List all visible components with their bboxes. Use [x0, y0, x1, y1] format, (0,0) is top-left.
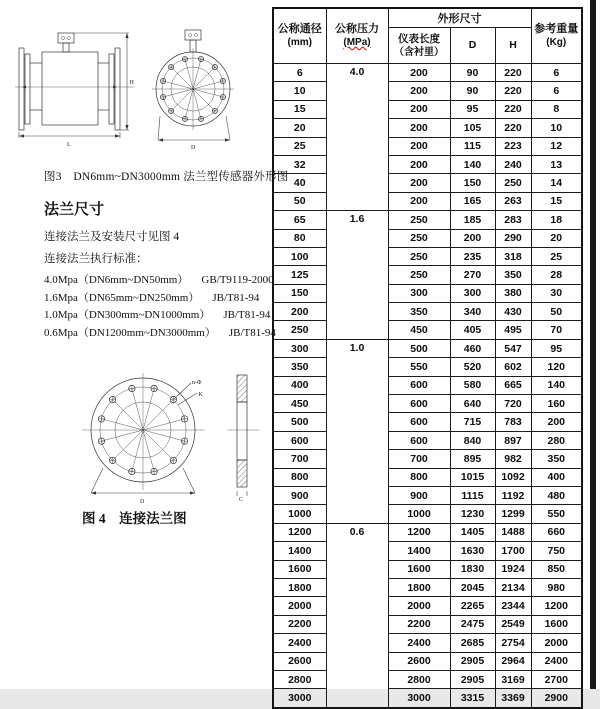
cell-weight: 350 [531, 450, 582, 468]
cell-weight: 20 [531, 229, 582, 247]
cell-h: 1092 [495, 468, 531, 486]
table-row [273, 542, 582, 560]
table-row [273, 247, 582, 265]
cell-d: 1830 [450, 560, 495, 578]
cell-d: 1630 [450, 542, 495, 560]
cell-d: 90 [450, 82, 495, 100]
header-h: H [495, 28, 531, 64]
table-row [273, 634, 582, 652]
cell-h: 1299 [495, 505, 531, 523]
cell-dn: 200 [273, 303, 326, 321]
cell-length: 800 [388, 468, 450, 486]
cell-length: 550 [388, 358, 450, 376]
cell-d: 2265 [450, 597, 495, 615]
cell-h: 430 [495, 303, 531, 321]
label-D-front: D [191, 145, 196, 151]
header-pn-unit: (MPa) [343, 37, 371, 48]
cell-weight: 980 [531, 578, 582, 596]
cell-h: 220 [495, 64, 531, 82]
cell-dn: 15 [273, 100, 326, 118]
cell-length: 200 [388, 192, 450, 210]
table-row [273, 82, 582, 100]
dimension-H [74, 33, 135, 130]
cell-length: 1600 [388, 560, 450, 578]
table-row [273, 155, 582, 173]
standard-line [44, 290, 272, 308]
sensor-front-view [152, 30, 234, 151]
cell-weight: 25 [531, 247, 582, 265]
cell-length: 1400 [388, 542, 450, 560]
table-row [273, 64, 582, 82]
cell-h: 1700 [495, 542, 531, 560]
cell-dn: 2600 [273, 652, 326, 670]
cell-dn: 800 [273, 468, 326, 486]
cell-dn: 3000 [273, 689, 326, 708]
cell-dn: 450 [273, 395, 326, 413]
cell-weight: 2400 [531, 652, 582, 670]
flange-size-heading: 法兰尺寸 [44, 202, 105, 218]
standard-code: GB/T9119-2000 [201, 274, 274, 286]
cell-d: 1230 [450, 505, 495, 523]
cell-weight: 1200 [531, 597, 582, 615]
cell-length: 350 [388, 303, 450, 321]
junction-box-icon [58, 33, 74, 52]
table-row [273, 431, 582, 449]
cell-weight: 13 [531, 155, 582, 173]
table-row [273, 652, 582, 670]
table-row [273, 395, 582, 413]
table-row [273, 100, 582, 118]
cell-weight: 1600 [531, 615, 582, 633]
header-row-1 [273, 8, 582, 28]
header-dn-title: 公称通径 [277, 23, 322, 35]
cell-length: 200 [388, 155, 450, 173]
standard-code: JB/T81-94 [228, 326, 276, 339]
cell-d: 1405 [450, 523, 495, 541]
cell-weight: 2000 [531, 634, 582, 652]
cell-length: 600 [388, 413, 450, 431]
cell-weight: 140 [531, 376, 582, 394]
cell-h: 350 [495, 266, 531, 284]
cell-h: 2344 [495, 597, 531, 615]
table-row [273, 376, 582, 394]
header-len-line1: 仪表长度 [398, 32, 440, 45]
cell-weight: 15 [531, 192, 582, 210]
table-row [273, 284, 582, 302]
cell-weight: 50 [531, 303, 582, 321]
cell-weight: 70 [531, 321, 582, 339]
cell-weight: 2900 [531, 689, 582, 708]
cell-d: 105 [450, 119, 495, 137]
cell-pressure: 1.6 [326, 211, 388, 340]
cell-h: 3369 [495, 689, 531, 708]
cell-d: 640 [450, 395, 495, 413]
cell-dn: 2200 [273, 615, 326, 633]
cell-h: 982 [495, 450, 531, 468]
cell-weight: 10 [531, 119, 582, 137]
cell-h: 220 [495, 82, 531, 100]
table-row [273, 229, 582, 247]
cell-weight: 8 [531, 100, 582, 118]
cell-dn: 300 [273, 339, 326, 357]
label-C: C [239, 497, 244, 503]
cell-weight: 2700 [531, 670, 582, 688]
standard-code: JB/T81-94 [223, 309, 271, 321]
cell-d: 300 [450, 284, 495, 302]
cell-d: 1115 [450, 486, 495, 504]
table-row [273, 137, 582, 155]
cell-h: 495 [495, 321, 531, 339]
cell-h: 1488 [495, 523, 531, 541]
standard-line [44, 325, 276, 343]
table-row [273, 523, 582, 541]
table-row [273, 486, 582, 504]
cell-length: 600 [388, 376, 450, 394]
cell-length: 2400 [388, 634, 450, 652]
cell-h: 223 [495, 137, 531, 155]
cell-length: 250 [388, 266, 450, 284]
cell-pressure: 1.0 [326, 339, 388, 523]
header-reference-weight [531, 8, 582, 64]
header-pn-title: 公称压力 [335, 23, 379, 35]
figure3-sensor-drawing [8, 18, 263, 150]
cell-dn: 1000 [273, 505, 326, 523]
cell-length: 450 [388, 321, 450, 339]
cell-weight: 6 [531, 82, 582, 100]
table-row [273, 578, 582, 596]
cell-weight: 480 [531, 486, 582, 504]
cell-h: 602 [495, 358, 531, 376]
cell-weight: 750 [531, 542, 582, 560]
cell-h: 1192 [495, 486, 531, 504]
cell-dn: 500 [273, 413, 326, 431]
cell-length: 900 [388, 486, 450, 504]
cell-length: 2800 [388, 670, 450, 688]
cell-length: 1200 [388, 523, 450, 541]
cell-h: 720 [495, 395, 531, 413]
table-row [273, 211, 582, 229]
cell-length: 300 [388, 284, 450, 302]
cell-d: 340 [450, 303, 495, 321]
cell-d: 200 [450, 229, 495, 247]
cell-h: 783 [495, 413, 531, 431]
cell-length: 200 [388, 137, 450, 155]
dimension-L [19, 132, 120, 148]
cell-weight: 280 [531, 431, 582, 449]
label-K: K [198, 392, 203, 398]
label-n-phi: n-Φ [192, 380, 202, 386]
table-row [273, 615, 582, 633]
header-wt-unit: (Kg) [546, 37, 567, 48]
cell-dn: 80 [273, 229, 326, 247]
cell-d: 185 [450, 211, 495, 229]
cell-d: 115 [450, 137, 495, 155]
table-row [273, 174, 582, 192]
table-row [273, 450, 582, 468]
cell-dn: 1200 [273, 523, 326, 541]
figure4-flange-drawing [70, 363, 265, 505]
table-row [273, 413, 582, 431]
cell-d: 840 [450, 431, 495, 449]
cell-d: 895 [450, 450, 495, 468]
cell-length: 1000 [388, 505, 450, 523]
cell-dn: 1600 [273, 560, 326, 578]
header-outline-dimensions: 外形尺寸 [388, 8, 531, 28]
figure4-caption: 图 4 连接法兰图 [82, 511, 187, 526]
table-row [273, 266, 582, 284]
table-row [273, 321, 582, 339]
cell-d: 460 [450, 339, 495, 357]
flange-line-2: 连接法兰执行标准： [44, 253, 148, 265]
cell-d: 2475 [450, 615, 495, 633]
cell-dn: 40 [273, 174, 326, 192]
cell-dn: 125 [273, 266, 326, 284]
cell-dn: 20 [273, 119, 326, 137]
cell-h: 250 [495, 174, 531, 192]
label-H: H [129, 80, 134, 86]
cell-h: 2134 [495, 578, 531, 596]
cell-h: 220 [495, 119, 531, 137]
cell-length: 250 [388, 229, 450, 247]
cell-h: 318 [495, 247, 531, 265]
cell-dn: 350 [273, 358, 326, 376]
cell-h: 665 [495, 376, 531, 394]
table-row [273, 339, 582, 357]
cell-length: 2000 [388, 597, 450, 615]
cell-length: 2600 [388, 652, 450, 670]
cell-d: 140 [450, 155, 495, 173]
cell-d: 150 [450, 174, 495, 192]
cell-length: 200 [388, 82, 450, 100]
cell-length: 600 [388, 395, 450, 413]
label-L: L [67, 142, 71, 148]
cell-h: 2754 [495, 634, 531, 652]
cell-d: 1015 [450, 468, 495, 486]
table-row [273, 119, 582, 137]
cell-length: 200 [388, 64, 450, 82]
cell-h: 2964 [495, 652, 531, 670]
scan-edge-line [590, 0, 596, 689]
cell-dn: 400 [273, 376, 326, 394]
table-row [273, 560, 582, 578]
flange-size-section [44, 198, 276, 342]
header-len-line2: （含衬里） [394, 46, 444, 58]
cell-length: 200 [388, 100, 450, 118]
cell-dn: 25 [273, 137, 326, 155]
cell-h: 547 [495, 339, 531, 357]
header-nominal-pressure [326, 8, 388, 64]
cell-h: 1924 [495, 560, 531, 578]
header-meter-length [388, 28, 450, 64]
cell-d: 235 [450, 247, 495, 265]
cell-length: 250 [388, 247, 450, 265]
dimension-table [272, 7, 583, 709]
cell-dn: 6 [273, 64, 326, 82]
standard-spec: 1.0Mpa（DN300mm~DN1000mm） [44, 309, 211, 321]
dimension-D-front [158, 116, 230, 151]
cell-h: 3169 [495, 670, 531, 688]
cell-weight: 550 [531, 505, 582, 523]
cell-h: 220 [495, 100, 531, 118]
table-row [273, 303, 582, 321]
cell-h: 2549 [495, 615, 531, 633]
cell-length: 250 [388, 211, 450, 229]
standard-spec: 0.6Mpa（DN1200mm~DN3000mm） [44, 326, 216, 339]
flange-front-view [82, 373, 205, 505]
table-row [273, 358, 582, 376]
table-body [273, 64, 582, 708]
cell-h: 380 [495, 284, 531, 302]
cell-weight: 400 [531, 468, 582, 486]
standard-spec: 1.6Mpa（DN65mm~DN250mm） [44, 291, 200, 304]
cell-d: 90 [450, 64, 495, 82]
table-row [273, 468, 582, 486]
table-row [273, 670, 582, 688]
cell-d: 2905 [450, 652, 495, 670]
label-D: D [140, 499, 145, 505]
table-row [273, 192, 582, 210]
cell-h: 290 [495, 229, 531, 247]
cell-dn: 2800 [273, 670, 326, 688]
standard-spec: 4.0Mpa（DN6mm~DN50mm） [44, 274, 189, 286]
cell-d: 715 [450, 413, 495, 431]
cell-weight: 660 [531, 523, 582, 541]
cell-d: 95 [450, 100, 495, 118]
flange-line-1: 连接法兰及安装尺寸见图 4 [44, 231, 180, 243]
standard-line [44, 272, 272, 290]
cell-length: 600 [388, 431, 450, 449]
cell-d: 580 [450, 376, 495, 394]
cell-d: 2045 [450, 578, 495, 596]
cell-d: 3315 [450, 689, 495, 708]
standard-line [44, 307, 272, 325]
cell-weight: 14 [531, 174, 582, 192]
cell-length: 200 [388, 174, 450, 192]
cell-length: 700 [388, 450, 450, 468]
cell-length: 3000 [388, 689, 450, 708]
cell-length: 1800 [388, 578, 450, 596]
cell-dn: 2400 [273, 634, 326, 652]
cell-weight: 120 [531, 358, 582, 376]
sensor-side-view [15, 33, 135, 148]
cell-dn: 2000 [273, 597, 326, 615]
cell-h: 263 [495, 192, 531, 210]
cell-dn: 50 [273, 192, 326, 210]
cell-weight: 28 [531, 266, 582, 284]
cell-weight: 18 [531, 211, 582, 229]
cell-dn: 900 [273, 486, 326, 504]
cell-length: 500 [388, 339, 450, 357]
cell-weight: 12 [531, 137, 582, 155]
cell-weight: 6 [531, 64, 582, 82]
cell-weight: 200 [531, 413, 582, 431]
cell-length: 2200 [388, 615, 450, 633]
flange-section-view [227, 375, 259, 503]
header-d: D [450, 28, 495, 64]
cell-dn: 250 [273, 321, 326, 339]
header-nominal-diameter [273, 8, 326, 64]
cell-dn: 600 [273, 431, 326, 449]
cell-pressure: 4.0 [326, 64, 388, 211]
cell-d: 520 [450, 358, 495, 376]
cell-dn: 65 [273, 211, 326, 229]
cell-h: 897 [495, 431, 531, 449]
cell-d: 2905 [450, 670, 495, 688]
cell-dn: 700 [273, 450, 326, 468]
cell-h: 240 [495, 155, 531, 173]
cell-dn: 10 [273, 82, 326, 100]
cell-dn: 32 [273, 155, 326, 173]
header-wt-title: 参考重量 [534, 23, 579, 35]
table-row [273, 597, 582, 615]
cell-dn: 150 [273, 284, 326, 302]
table-row [273, 689, 582, 708]
cell-length: 200 [388, 119, 450, 137]
cell-weight: 160 [531, 395, 582, 413]
table-row [273, 505, 582, 523]
cell-d: 2685 [450, 634, 495, 652]
figure3-caption: 图3 DN6mm~DN3000mm 法兰型传感器外形图 [44, 171, 289, 183]
cell-d: 270 [450, 266, 495, 284]
cell-weight: 95 [531, 339, 582, 357]
cell-weight: 30 [531, 284, 582, 302]
cell-h: 283 [495, 211, 531, 229]
standard-code: JB/T81-94 [212, 291, 260, 304]
cell-dn: 1400 [273, 542, 326, 560]
cell-dn: 1800 [273, 578, 326, 596]
cell-weight: 850 [531, 560, 582, 578]
cell-dn: 100 [273, 247, 326, 265]
cell-d: 405 [450, 321, 495, 339]
header-dn-unit: (mm) [287, 37, 312, 48]
cell-pressure: 0.6 [326, 523, 388, 707]
cell-d: 165 [450, 192, 495, 210]
